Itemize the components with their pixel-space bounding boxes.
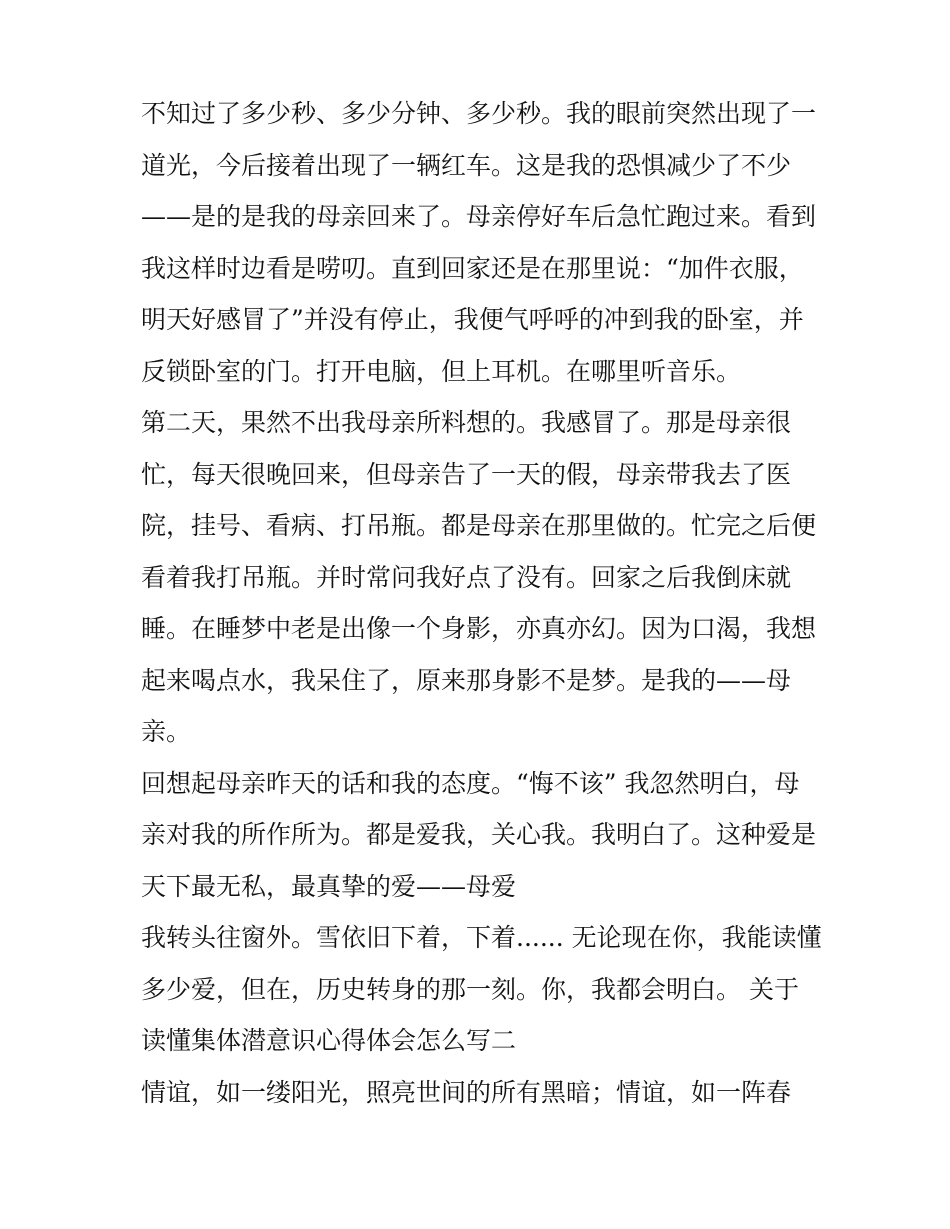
text-line: 天下最无私，最真挚的爱——母爱 xyxy=(141,871,517,901)
text-line: 起来喝点水，我呆住了，原来那身影不是梦。是我的——母 xyxy=(141,665,792,695)
text-line: 第二天，果然不出我母亲所料想的。我感冒了。那是母亲很 xyxy=(141,408,792,437)
text-line: 明天好感冒了”并没有停止，我便气呼呼的冲到我的卧室，并 xyxy=(141,305,804,334)
text-line: 忙，每天很晚回来，但母亲告了一天的假，母亲带我去了医 xyxy=(141,459,792,489)
text-line: 亲对我的所作所为。都是爱我，关心我。我明白了。这种爱是 xyxy=(141,820,817,849)
text-line: 我这样时边看是唠叨。直到回家还是在那里说：“加件衣服， xyxy=(141,253,804,283)
text-line: 回想起母亲昨天的话和我的态度。“悔不该” 我忽然明白，母 xyxy=(141,768,800,798)
text-line: 我转头往窗外。雪依旧下着，下着...... 无论现在你，我能读懂 xyxy=(141,923,822,952)
text-line: 院，挂号、看病、打吊瓶。都是母亲在那里做的。忙完之后便 xyxy=(141,511,817,540)
text-line: 反锁卧室的门。打开电脑，但上耳机。在哪里听音乐。 xyxy=(141,356,742,386)
text-line: 不知过了多少秒、多少分钟、多少秒。我的眼前突然出现了一 xyxy=(141,99,817,128)
body-text xyxy=(141,88,821,1118)
text-line: 读懂集体潜意识心得体会怎么写二 xyxy=(141,1026,517,1055)
text-line: 多少爱，但在，历史转身的那一刻。你，我都会明白。 关于 xyxy=(141,974,799,1004)
text-line: 道光，今后接着出现了一辆红车。这是我的恐惧减少了不少 xyxy=(141,150,792,180)
text-line: 睡。在睡梦中老是出像一个身影，亦真亦幻。因为口渴，我想 xyxy=(141,614,817,643)
text-line: 亲。 xyxy=(141,717,192,746)
text-line: 看着我打吊瓶。并时常问我好点了没有。回家之后我倒床就 xyxy=(141,562,792,592)
text-line: ——是的是我的母亲回来了。母亲停好车后急忙跑过来。看到 xyxy=(141,202,817,231)
text-line: 情谊，如一缕阳光，照亮世间的所有黑暗；情谊，如一阵春 xyxy=(141,1077,792,1107)
